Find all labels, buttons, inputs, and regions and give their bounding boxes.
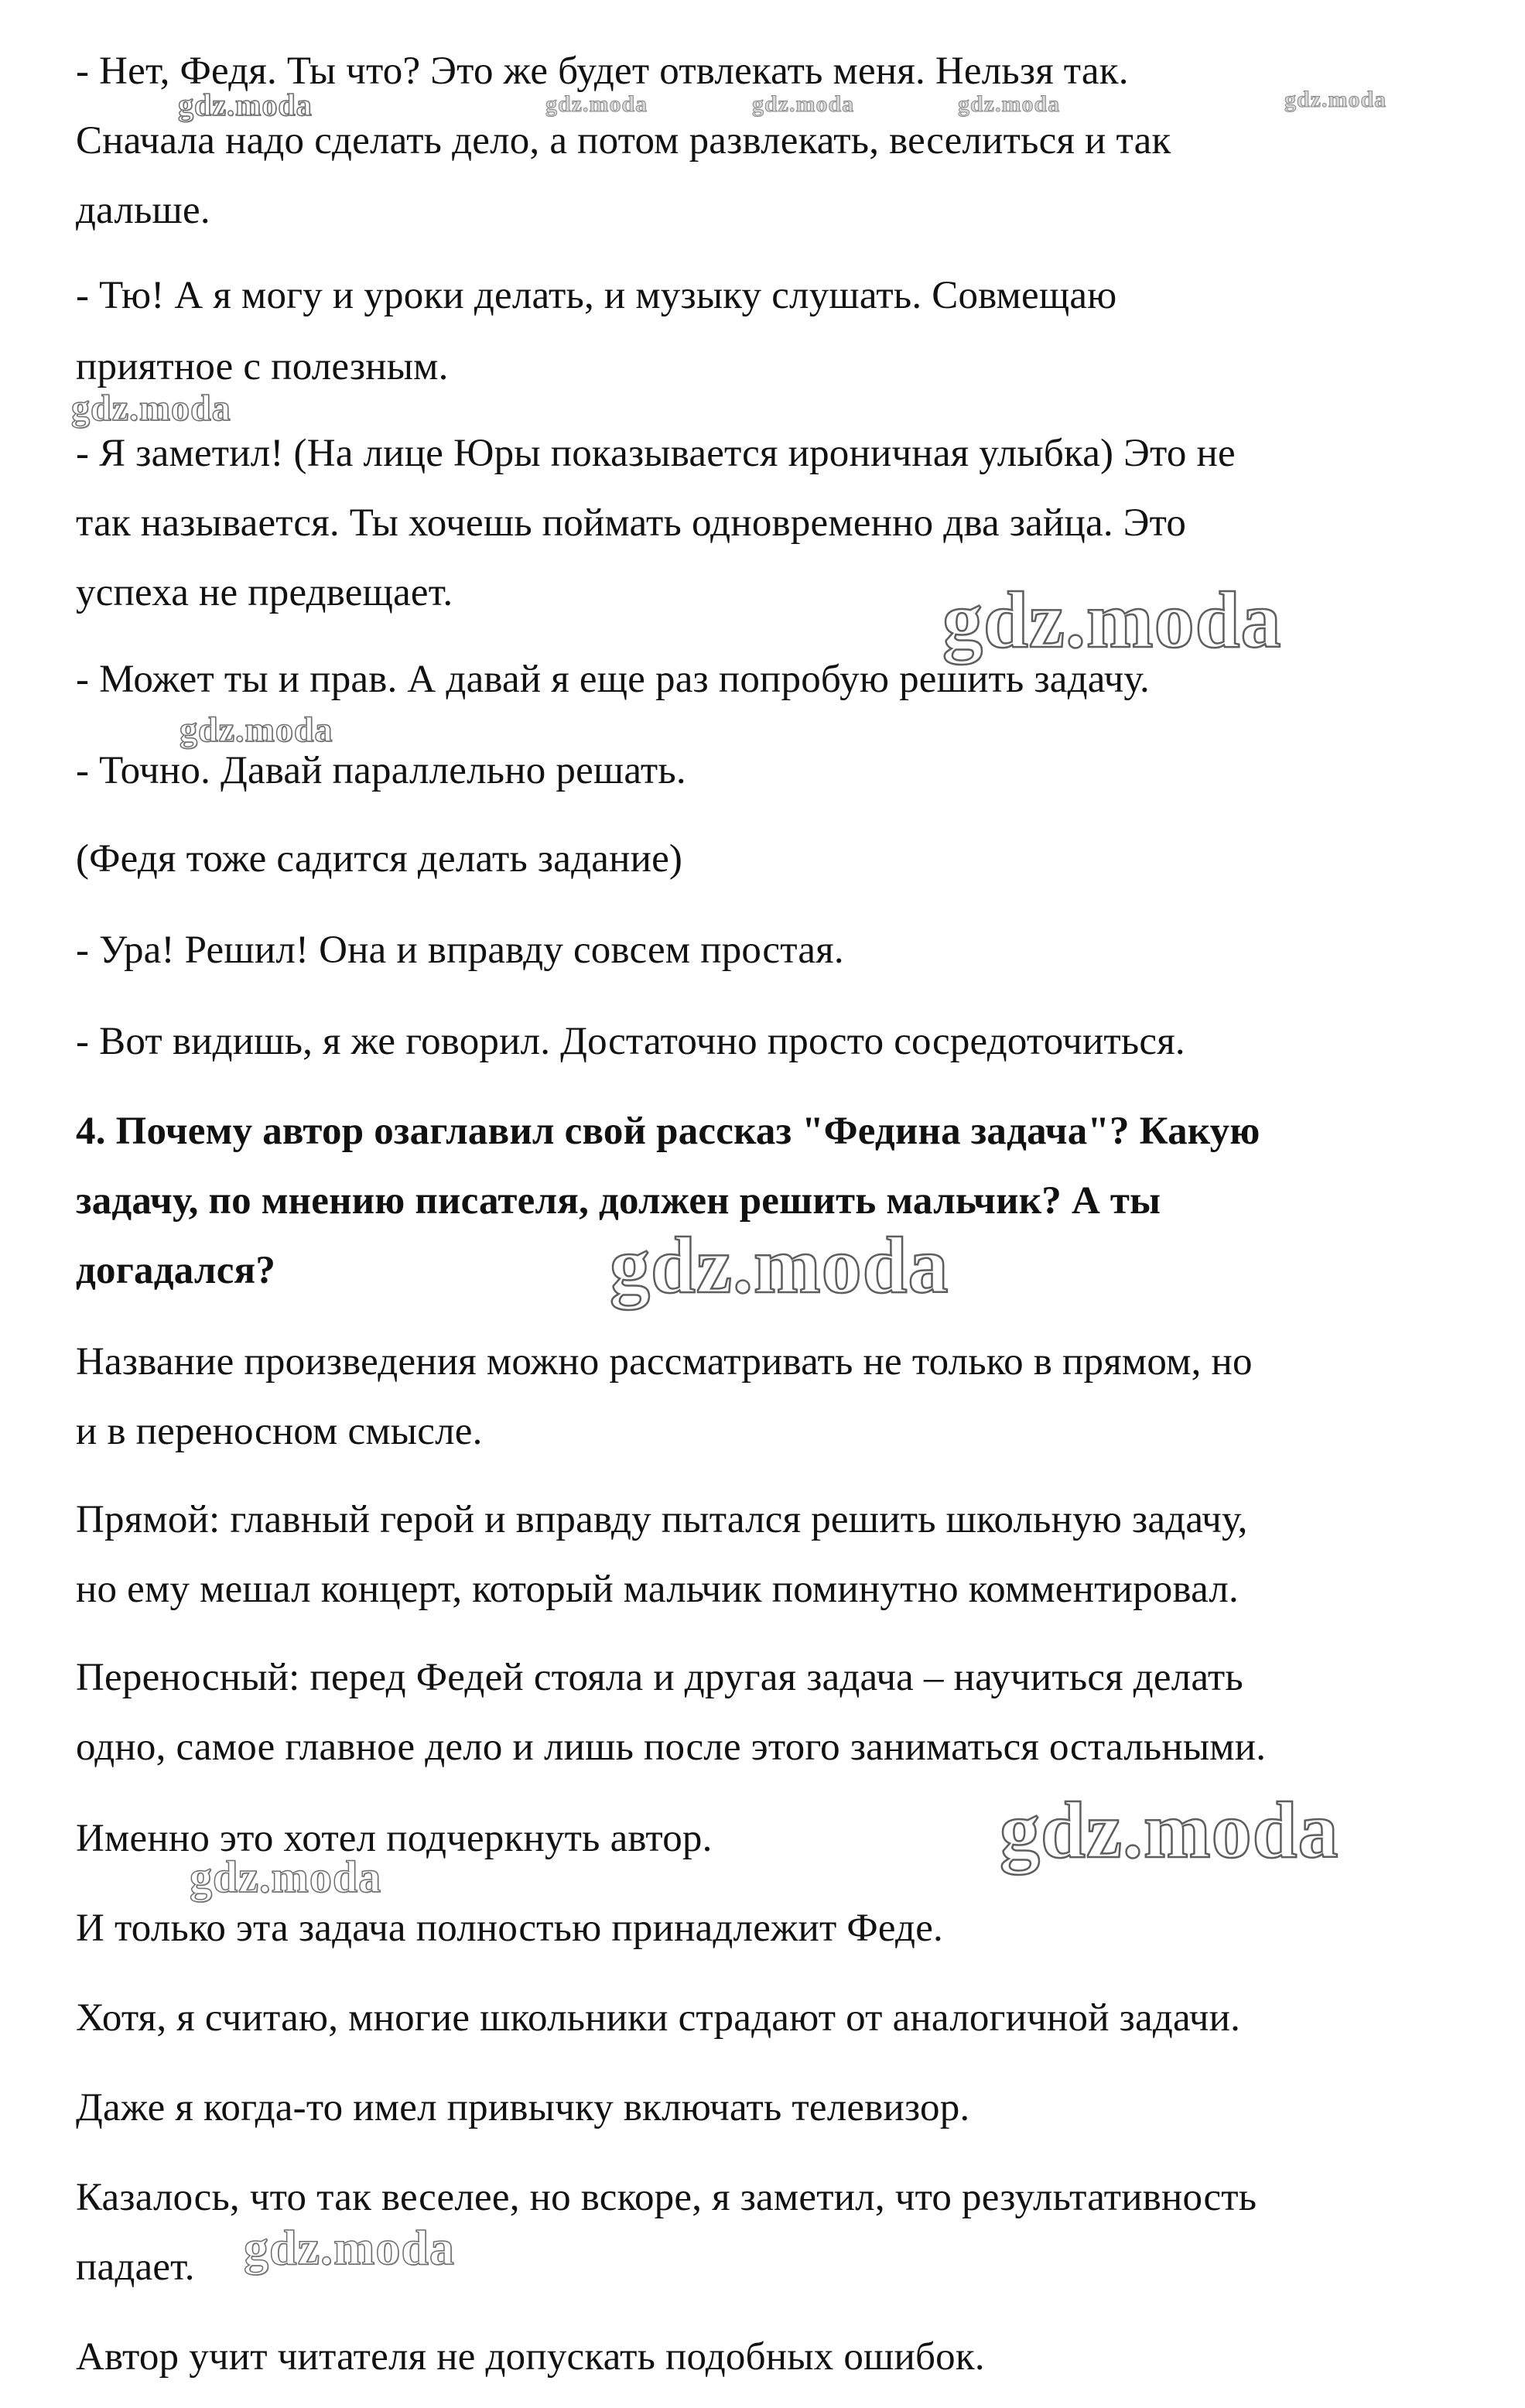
answer-line: одно, самое главное дело и лишь после этого заниматься остальными. <box>76 1726 1267 1769</box>
answer-line: но ему мешал концерт, который мальчик поминутно комментировал. <box>76 1568 1239 1611</box>
answer-line: Казалось, что так веселее, но вскоре, я заметил, что результативность <box>76 2176 1257 2219</box>
text-line: так называется. Ты хочешь поймать одновременно два зайца. Это <box>76 501 1187 545</box>
watermark-logo: gdz.moda <box>244 2220 455 2275</box>
text-line: Сначала надо сделать дело, а потом развлекать, веселиться и так <box>76 119 1171 162</box>
text-line: - Тю! А я могу и уроки делать, и музыку слушать. Совмещаю <box>76 274 1117 317</box>
question-line: догадался? <box>76 1249 276 1292</box>
answer-line: Именно это хотел подчеркнуть автор. <box>76 1817 713 1860</box>
answer-line: Автор учит читателя не допускать подобных ошибок. <box>76 2335 985 2379</box>
text-line: - Точно. Давай параллельно решать. <box>76 749 686 792</box>
watermark-logo: gdz.moda <box>178 87 313 122</box>
text-line: (Федя тоже садится делать задание) <box>76 837 683 881</box>
answer-line: и в переносном смысле. <box>76 1410 483 1453</box>
text-line: приятное с полезным. <box>76 345 449 388</box>
answer-line: Прямой: главный герой и вправду пытался решить школьную задачу, <box>76 1498 1248 1541</box>
answer-line: Даже я когда-то имел привычку включать телевизор. <box>76 2086 970 2129</box>
watermark-logo: gdz.moda <box>545 91 648 117</box>
text-line: - Вот видишь, я же говорил. Достаточно просто сосредоточиться. <box>76 1020 1185 1063</box>
watermark-logo: gdz.moda <box>180 710 333 749</box>
text-line: - Ура! Решил! Она и вправду совсем простая. <box>76 929 844 972</box>
answer-line: падает. <box>76 2246 195 2289</box>
text-line: - Может ты и прав. А давай я еще раз попробую решить задачу. <box>76 658 1150 701</box>
text-line: дальше. <box>76 189 210 232</box>
answer-line: Переносный: перед Федей стояла и другая задача – научиться делать <box>76 1656 1243 1699</box>
text-line: успеха не предвещает. <box>76 571 453 614</box>
watermark-logo: gdz.moda <box>610 1221 949 1310</box>
question-line: задачу, по мнению писателя, должен решить мальчик? А ты <box>76 1179 1161 1223</box>
answer-line: Хотя, я считаю, многие школьники страдают от аналогичной задачи. <box>76 1996 1241 2040</box>
watermark-logo: gdz.moda <box>942 576 1282 665</box>
watermark-logo: gdz.moda <box>958 91 1061 117</box>
text-line: - Я заметил! (На лице Юры показывается ироничная улыбка) Это не <box>76 432 1236 475</box>
text-line: - Нет, Федя. Ты что? Это же будет отвлекать меня. Нельзя так. <box>76 50 1129 93</box>
watermark-logo: gdz.moda <box>752 91 855 117</box>
watermark-logo: gdz.moda <box>1000 1786 1339 1875</box>
answer-line: И только эта задача полностью принадлежит Феде. <box>76 1907 943 1950</box>
answer-line: Название произведения можно рассматривать не только в прямом, но <box>76 1340 1253 1384</box>
watermark-logo: gdz.moda <box>190 1852 382 1902</box>
watermark-logo: gdz.moda <box>71 388 231 429</box>
question-line: 4. Почему автор озаглавил свой рассказ "Федина задача"? Какую <box>76 1110 1260 1153</box>
watermark-logo: gdz.moda <box>1284 87 1387 112</box>
